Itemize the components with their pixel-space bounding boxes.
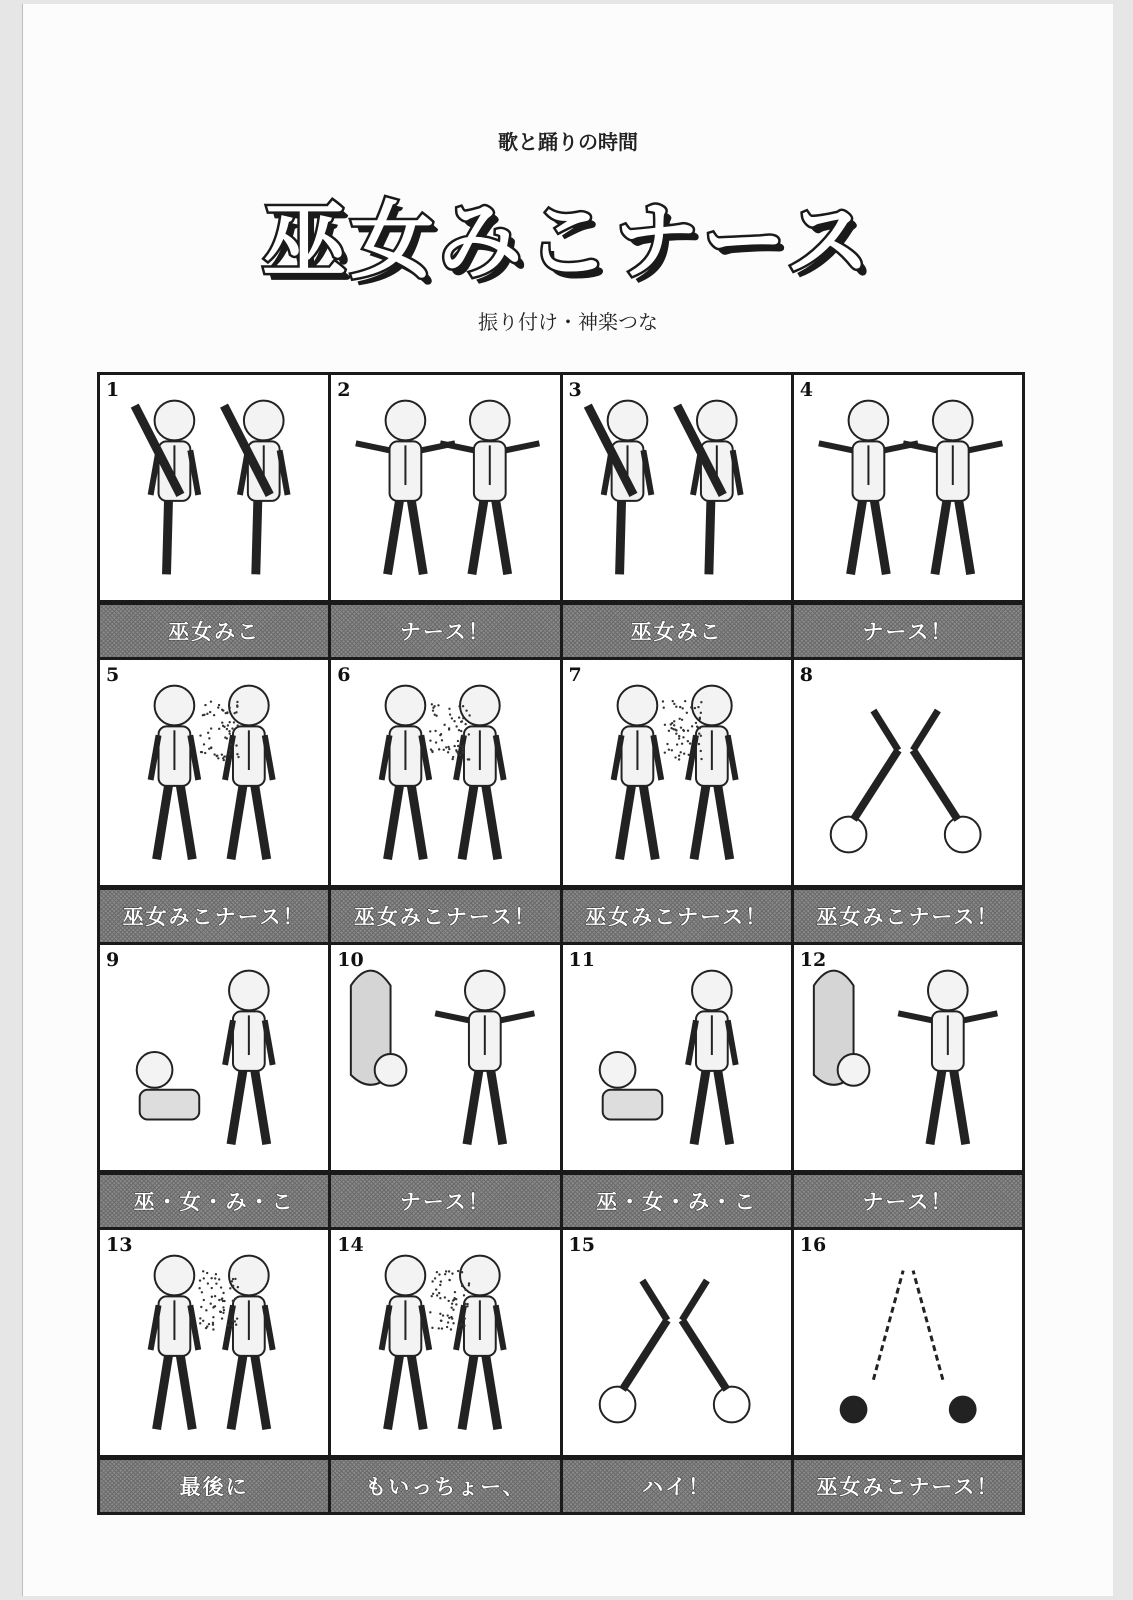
panel-number: 1 <box>106 379 120 401</box>
panel-7 <box>563 660 791 942</box>
manga-page <box>22 4 1113 1596</box>
panel-number: 10 <box>337 949 364 971</box>
panel-6 <box>331 660 559 942</box>
panel-caption: 巫・女・み・こ <box>100 1173 328 1227</box>
panel-4 <box>794 375 1022 657</box>
panel-caption: 巫女みこナース！ <box>331 888 559 942</box>
panel-16 <box>794 1230 1022 1512</box>
dancer-figures <box>794 375 1022 600</box>
choreography-credit: 振り付け・神楽つな <box>478 310 658 334</box>
panel-caption: 巫女みこ <box>100 603 328 657</box>
panel-number: 7 <box>568 664 582 686</box>
panel-number: 14 <box>337 1234 364 1256</box>
dancer-figures <box>331 660 559 885</box>
panel-9 <box>100 945 328 1227</box>
panel-10 <box>331 945 559 1227</box>
panel-number: 16 <box>799 1234 827 1256</box>
dancer-figures <box>794 660 1022 885</box>
panel-illustration <box>331 945 559 1170</box>
panel-number: 3 <box>568 379 582 401</box>
dancer-figures <box>100 375 328 600</box>
panel-illustration <box>100 1230 328 1455</box>
panel-number: 6 <box>337 664 351 686</box>
dancer-figures <box>331 945 559 1170</box>
panel-number: 11 <box>568 949 595 971</box>
panel-illustration <box>794 945 1022 1170</box>
dancer-figures <box>563 945 791 1170</box>
panel-13 <box>100 1230 328 1512</box>
dancer-figures <box>794 1230 1022 1455</box>
panel-caption: 巫・女・み・こ <box>563 1173 791 1227</box>
dancer-figures <box>100 1230 328 1455</box>
panel-number: 9 <box>106 949 120 971</box>
panel-illustration <box>563 1230 791 1455</box>
panel-caption: ナース！ <box>794 603 1022 657</box>
panel-caption: ハイ！ <box>563 1458 791 1512</box>
page-title: 巫女みこナース <box>262 192 874 290</box>
panel-number: 13 <box>106 1234 133 1256</box>
panel-number: 8 <box>799 664 813 686</box>
panel-illustration <box>563 375 791 600</box>
dancer-figures <box>563 375 791 600</box>
panel-caption: 最後に <box>100 1458 328 1512</box>
panel-1 <box>100 375 328 657</box>
panel-2 <box>331 375 559 657</box>
dancer-figures <box>794 945 1022 1170</box>
panel-number: 15 <box>568 1234 595 1256</box>
panel-number: 4 <box>799 379 813 401</box>
panel-11 <box>563 945 791 1227</box>
page-subtitle: 歌と踊りの時間 <box>498 130 638 154</box>
panel-illustration <box>563 945 791 1170</box>
dancer-figures <box>331 1230 559 1455</box>
panel-caption: ナース！ <box>331 603 559 657</box>
panel-caption: ナース！ <box>794 1173 1022 1227</box>
panel-3 <box>563 375 791 657</box>
panel-caption: ナース！ <box>331 1173 559 1227</box>
dancer-figures <box>100 660 328 885</box>
panel-illustration <box>794 1230 1022 1455</box>
panel-illustration <box>331 375 559 600</box>
panel-8 <box>794 660 1022 942</box>
panel-illustration <box>100 375 328 600</box>
panel-illustration <box>331 660 559 885</box>
panel-illustration <box>100 660 328 885</box>
panel-caption: 巫女みこナース！ <box>563 888 791 942</box>
dancer-figures <box>563 660 791 885</box>
dancer-figures <box>331 375 559 600</box>
panel-illustration <box>794 375 1022 600</box>
panel-caption: 巫女みこナース！ <box>794 888 1022 942</box>
dance-panel-grid <box>97 372 1025 1515</box>
panel-caption: 巫女みこナース！ <box>794 1458 1022 1512</box>
dancer-figures <box>563 1230 791 1455</box>
panel-5 <box>100 660 328 942</box>
panel-number: 5 <box>106 664 120 686</box>
panel-illustration <box>100 945 328 1170</box>
panel-illustration <box>331 1230 559 1455</box>
panel-14 <box>331 1230 559 1512</box>
panel-caption: 巫女みこ <box>563 603 791 657</box>
panel-number: 12 <box>799 949 827 971</box>
panel-caption: 巫女みこナース！ <box>100 888 328 942</box>
dancer-figures <box>100 945 328 1170</box>
panel-15 <box>563 1230 791 1512</box>
panel-number: 2 <box>337 379 351 401</box>
panel-12 <box>794 945 1022 1227</box>
panel-illustration <box>563 660 791 885</box>
panel-illustration <box>794 660 1022 885</box>
panel-caption: もいっちょー、 <box>331 1458 559 1512</box>
